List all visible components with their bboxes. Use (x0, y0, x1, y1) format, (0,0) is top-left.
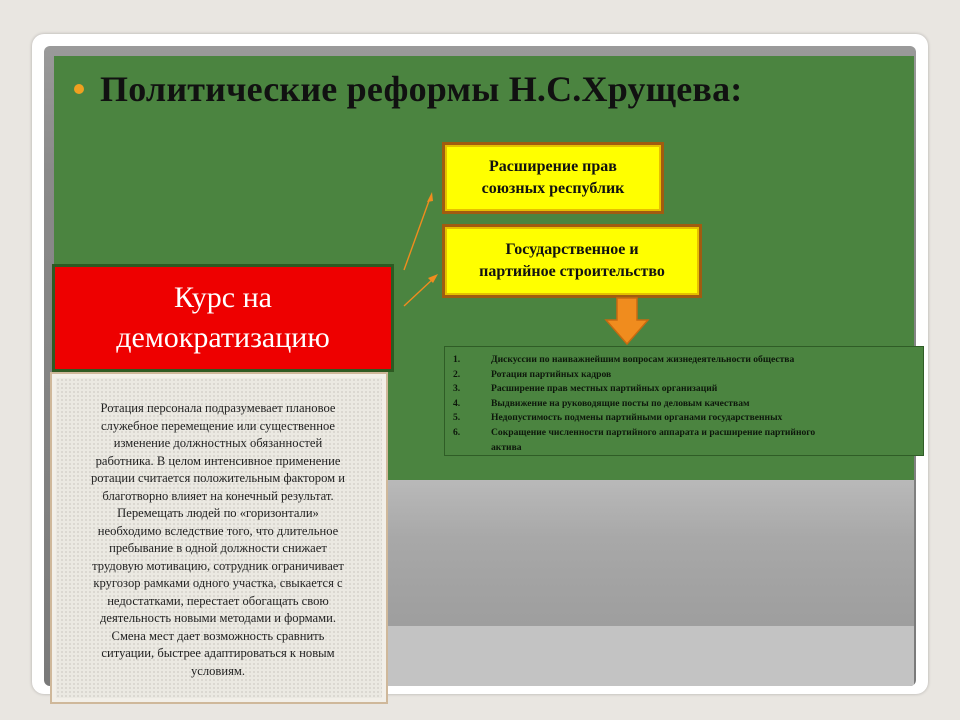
note-line: пребывание в одной должности снижает (109, 541, 327, 555)
box-line: Государственное и (505, 240, 639, 258)
list-item-continuation: актива (491, 441, 522, 453)
box-line: Расширение прав (489, 157, 617, 175)
note-line: Перемещать людей по «горизонтали» (117, 506, 319, 520)
connector-arrows-icon (398, 190, 442, 314)
main-course-box (52, 264, 394, 372)
reform-measures-list (444, 346, 924, 456)
note-line: благотворно влияет на конечный результат. (102, 488, 334, 503)
note-line: Ротация персонала подразумевает плановое (100, 401, 336, 415)
note-line: трудовую мотивацию, сотрудник ограничивает (92, 558, 344, 573)
main-box-line: демократизацию (116, 321, 330, 354)
rotation-note-box (50, 372, 388, 704)
list-item: 3. Расширение прав местных партийных организаций (453, 383, 718, 395)
list-item: 4. Выдвижение на руководящие посты по деловым качествам (453, 397, 750, 409)
note-line: недостатками, перестает обогащать свою (107, 593, 329, 608)
box-union-republics-rights (442, 142, 664, 214)
note-line: ситуации, быстрее адаптироваться к новым (101, 646, 335, 660)
list-item: 1. Дискуссии по наиважнейшим вопросам жизнедеятельности общества (453, 354, 795, 365)
box-state-party-building (442, 224, 702, 298)
note-line: кругозор рамками одного участка, свыкается с (93, 576, 343, 590)
note-text (68, 400, 368, 680)
note-line: служебное перемещение или существенное (100, 418, 336, 433)
note-line: условиям. (190, 663, 246, 678)
note-line: ротации считается положительным фактором и (90, 471, 346, 485)
list-item: 6. Сокращение численности партийного аппарата и расширение партийного (453, 426, 816, 438)
note-line: работника. В целом интенсивное применение (95, 453, 341, 468)
down-arrow-icon (604, 296, 650, 346)
note-line: необходимо вследствие того, что длительное (97, 523, 339, 538)
box-line: партийное строительство (479, 263, 665, 280)
slide-title: Политические реформы Н.С.Хрущева: (100, 69, 743, 109)
orange-bullet-icon (74, 84, 84, 94)
box-line: союзных республик (481, 180, 625, 197)
list-item: 5. Недопустимость подмены партийными органами государственных (453, 412, 783, 424)
note-line: Смена мест дает возможность сравнить (111, 628, 325, 643)
main-box-line: Курс на (174, 280, 272, 314)
list-item: 2. Ротация партийных кадров (453, 368, 612, 380)
note-line: деятельность новыми методами и формами. (99, 611, 337, 625)
note-line: изменение должностных обязанностей (113, 436, 323, 450)
